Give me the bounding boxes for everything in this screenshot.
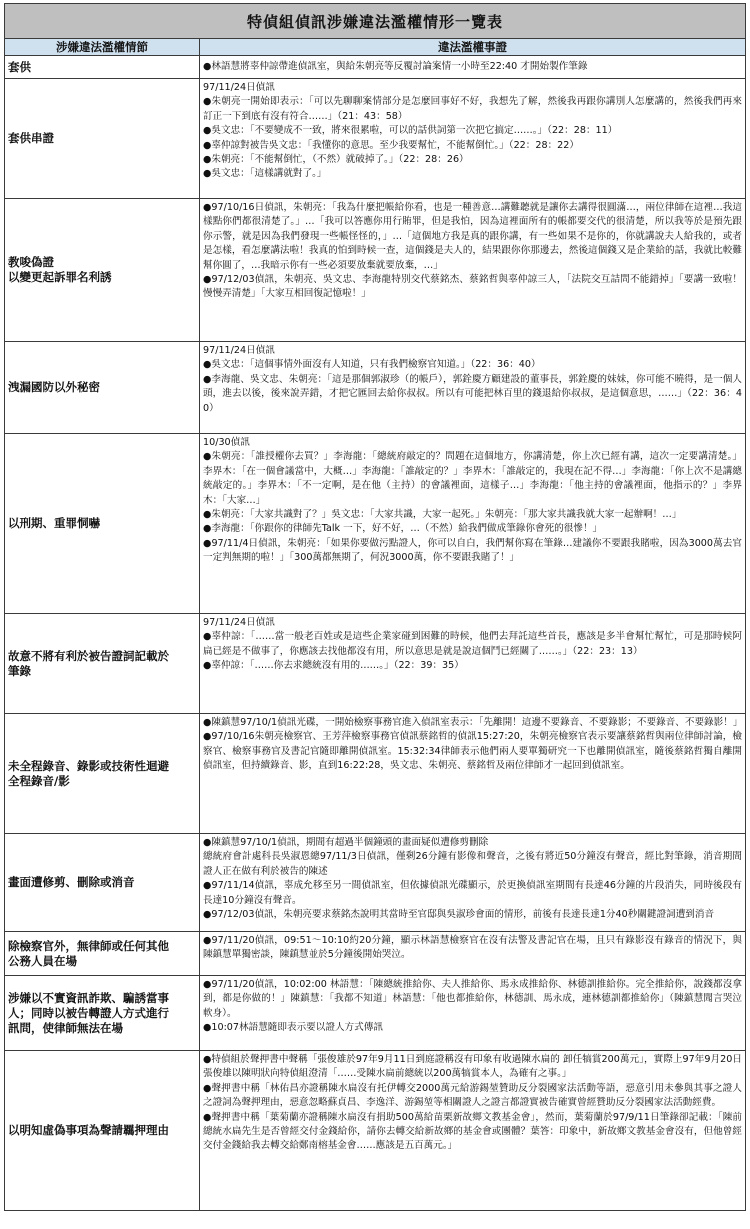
evidence-line: ●10:07林語慧隨即表示要以證人方式傳訊	[203, 1022, 383, 1034]
row-label-line: 洩漏國防以外秘密	[8, 380, 100, 394]
table-row	[5, 932, 746, 976]
evidence-line: ●辜仲諒：「……你去求總統沒有用的……。」（22：39：35）	[203, 660, 464, 672]
evidence-line: ●朱朝亮：「不能幫倒忙，（不然）就破掉了。」（22：28：26）	[203, 154, 469, 166]
row-evidence	[200, 1051, 746, 1211]
table-row	[5, 834, 746, 932]
row-label-line: 公務人員在場	[8, 953, 77, 968]
row-evidence	[200, 79, 746, 199]
row-evidence	[200, 932, 746, 976]
row-label	[5, 834, 200, 932]
table-row	[5, 614, 746, 714]
row-label	[5, 1051, 200, 1211]
evidence-line: ●吳文忠：「這樣講就對了。」	[203, 168, 327, 180]
evidence-line: ●97/11/14偵訊，辜成允移至另一間偵訊室，但依據偵訊光碟顯示，於更換偵訊室期間有長達46分鐘的片段消失，同時後段有長達10分鐘沒有聲音。	[203, 880, 743, 906]
abuse-table	[4, 3, 746, 1211]
row-label-line: 訊問，使律師無法在場	[8, 1020, 123, 1035]
evidence-line: ●陳鎮慧97/10/1偵訊，期間有超過半個鐘頭的畫面疑似遭修剪刪除	[203, 837, 489, 848]
row-label-line: 以刑期、重罪恫嚇	[8, 516, 100, 530]
evidence-line: ●97/11/20偵訊，10:02:00 林語慧：「陳總統推給你、夫人推給你、馬永成推給你、林德訓推給你。完全推給你，說錢都沒拿到，都是你做的！」陳鎮慧：「我都不知道」林語慧：「他也都推給你，林德訓、馬永成，連林德訓都推給你」（陳鎮慧聞言哭泣軟身）。	[203, 979, 743, 1019]
row-evidence	[200, 342, 746, 434]
evidence-line: ●97/10/16日偵訊，朱朝亮：「我為什麼把帳給你看，也是一種善意…講難聽就是讓你去講得很圓滿…，兩位律師在這裡…我這樣點你們都很清楚了。」…「我可以答應你用行賄罪，但是我怕，因為這裡面所有的帳都要交代的很清楚，所以我等於是預先跟你示警，就是因為我們發現一些帳怪怪的，」…「這個地方我是真的跟你講，有一些如果不是你的，你就講說夫人給我的，或者是怎樣，看怎麼講法啦！我真的怕到時候一查，這個錢是夫人的，結果跟你你那邊去，然後這個錢又是企業給的話，我就比較難幫你圓了，…我暗示你有一些必須要放棄就要放棄，…」	[203, 202, 743, 271]
column-header-evidence: 違法濫權事證	[200, 39, 746, 56]
evidence-line: ●吳文忠：「這個事情外面沒有人知道，只有我們檢察官知道。」（22：36：40）	[203, 359, 541, 371]
table-title: 特偵組偵訊涉嫌違法濫權情形一覽表	[5, 4, 746, 39]
evidence-line: ●97/12/03偵訊，朱朝亮、吳文忠、李海龍特別交代蔡銘杰、蔡銘哲與辜仲諒三人，「法院交互詰問不能錯掉」「要講一致啦！慢慢弄清楚」「大家互相回復記憶啦！」	[203, 274, 743, 300]
evidence-line: ●朱朝亮一開始即表示：「可以先聊聊案情部分是怎麼回事好不好，我想先了解，然後我再跟你講別人怎麼講的，然後我們再來訂正一下到底有沒有符合……」（21：43：58）	[203, 96, 743, 122]
row-label-line: 未全程錄音、錄影或技術性迴避	[8, 758, 169, 773]
row-label	[5, 56, 200, 79]
table-row	[5, 434, 746, 614]
row-label-line: 全程錄音/影	[8, 773, 70, 788]
evidence-line: 10/30偵訊	[203, 437, 250, 448]
evidence-line: ●林語慧將辜仲諒帶進偵訊室，與給朱朝亮等反覆討論案情一小時至22:40 才開始製作筆錄	[203, 60, 588, 72]
table-row	[5, 342, 746, 434]
evidence-line: ●97/10/16朱朝亮檢察官、王芳萍檢察事務官偵訊蔡銘哲的偵訊15:27:20，朱朝亮檢察官表示要讓蔡銘哲與兩位律師討論，檢察官、檢察事務官及書記官隨即離開偵訊室。15:32:34律師表示他們兩人要單獨研究一下也離開偵訊室，隨後蔡銘哲獨自離開偵訊室，但持續錄音、影，直到16:22:28，吳文忠、朱朝亮、蔡銘哲及兩位律師才一起回到偵訊室。	[203, 731, 743, 772]
evidence-line: ●97/12/03偵訊，朱朝亮要求蔡銘杰說明其當時至官邸與吳淑珍會面的情形，前後有長達長達1分40秒關鍵證詞遭到消音	[203, 909, 715, 921]
table-row	[5, 79, 746, 199]
evidence-line: ●陳鎮慧97/10/1偵訊光碟，一開始檢察事務官進入偵訊室表示：「先離開！這邊不要錄音、不要錄影；不要錄音、不要錄影！」	[203, 717, 743, 728]
evidence-line: ●辜仲諒對被告吳文忠：「我懂你的意思。至少我要幫忙，不能幫倒忙。」（22：28：22）	[203, 139, 579, 151]
table-row	[5, 56, 746, 79]
evidence-line: ●李海龍、吳文忠、朱朝亮：「這是那個郭淑珍（的帳戶），郭銓慶方顧建設的董事長，郭銓慶的妹妹，你可能不曉得，是一個人頭，進去以後，後來說弄錯，才把它匯回去給你叔叔。所以有可能把林百里的錢退給你叔叔，是這個意思，……」（22：36：40）	[203, 373, 743, 414]
row-label-line: 除檢察官外，無律師或任何其他	[8, 938, 169, 953]
evidence-line: ●97/11/4日偵訊，朱朝亮：「如果你要做污點證人，你可以自白，我們幫你寫在筆錄…建議你不要跟我賭啦，因為3000萬去官一定判無期的啦！」「300萬都無期了，何況3000萬，你不要跟我賭了！」	[203, 537, 743, 564]
evidence-line: ●辜仲諒：「……當一般老百姓或是這些企業家碰到困難的時候，他們去拜託這些首長，應該是多半會幫忙幫忙，可是那時候阿扁已經是不做事了，你應該去找他都沒有用，所以意思是就是說這個鬥已經關了……。」（22：23：13）	[203, 631, 743, 657]
row-label-line: 筆錄	[8, 663, 31, 678]
evidence-line: 97/11/24日偵訊	[203, 82, 275, 93]
evidence-line: ●朱朝亮：「誰授權你去買？」李海龍：「總統府敲定的？問題在這個地方，你講清楚，你上次已經有講，這次一定要講清楚。」李界木：「在一個會議當中，大概…」李海龍：「誰敲定的？」李界木：「誰敲定的，我現在記不得…」李海龍：「你上次不是講總統敲定的。」李界木：「不一定啊，是在他（主持）的會議裡面，這樣子…」李海龍：「他主持的會議裡面，他指示的？」李界木：「大家…」	[203, 451, 743, 506]
row-evidence	[200, 834, 746, 932]
evidence-line: 97/11/24日偵訊	[203, 345, 275, 356]
row-label-line: 故意不將有利於被告證詞記載於	[8, 648, 169, 663]
row-label-line: 套供	[8, 59, 31, 74]
row-evidence	[200, 614, 746, 714]
row-label-line: 畫面遭修剪、刪除或消音	[8, 875, 135, 889]
table-row	[5, 199, 746, 342]
row-label-line: 以變更起訴罪名利誘	[8, 270, 112, 284]
row-label-line: 教唆偽證	[8, 255, 54, 269]
row-label-line: 套供串證	[8, 131, 54, 145]
row-label	[5, 976, 200, 1051]
row-evidence	[200, 434, 746, 614]
row-label-line: 以明知虛偽事項為聲請羈押理由	[8, 1123, 169, 1137]
row-label-line: 人；同時以被告轉證人方式進行	[8, 1005, 169, 1020]
evidence-line: ●聲押書中稱「葉菊蘭亦證稱陳水扁沒有捐助500萬給苗栗新故鄉文教基金會」，然而，葉菊蘭於97/9/11日筆錄卻記載：「陳前總統水扁先生是否曾經交付金錢給你，請你去轉交給新故鄉的基金會或團體？葉答：印象中，新故鄉文教基金會沒有，但他曾經交付金錢給我去轉交給鄭南榕基金會……應該是五百萬元。」	[203, 1111, 743, 1152]
evidence-line: 97/11/24日偵訊	[203, 617, 275, 628]
report-sheet	[4, 3, 745, 1225]
row-evidence	[200, 976, 746, 1051]
row-label	[5, 79, 200, 199]
row-label-line: 涉嫌以不實資訊詐欺、騙誘當事	[8, 990, 169, 1005]
row-evidence	[200, 56, 746, 79]
row-label	[5, 342, 200, 434]
evidence-line: ●李海龍：「你跟你的律師先Talk 一下，好不好，…（不然）給我們做成筆錄你會死的很慘！」	[203, 523, 603, 535]
row-label	[5, 714, 200, 834]
column-header-circumstance: 涉嫌違法濫權情節	[5, 39, 200, 56]
row-label	[5, 932, 200, 976]
evidence-line: ●特偵組於聲押書中聲稱「張俊雄於97年9月11日到庭證稱沒有印象有收過陳水扁的 卸任犒賞200萬元」，實際上97年9月20日張俊雄以陳明狀向特偵組澄清「……受陳水扁前總統以200萬犒賞本人，為確有之事。」	[203, 1054, 743, 1080]
table-row	[5, 1051, 746, 1211]
table-row	[5, 976, 746, 1051]
evidence-line: 總統府會計處科長吳淑恩總97/11/3日偵訊，僅剩26分鐘有影像和聲音，之後有將近50分鐘沒有聲音，經比對筆錄，消音期間證人正在做有利於被告的陳述	[203, 851, 743, 877]
row-label	[5, 434, 200, 614]
row-evidence	[200, 714, 746, 834]
row-label	[5, 199, 200, 342]
table-row	[5, 714, 746, 834]
evidence-line: ●97/11/20偵訊，09:51～10:10約20分鐘，顯示林語慧檢察官在沒有法警及書記官在場，且只有錄影沒有錄音的情況下，與陳鎮慧單獨密談，陳鎮慧並於5分鐘後開始哭泣。	[203, 935, 743, 961]
evidence-line: ●朱朝亮：「大家共識對了？」吳文忠：「大家共識，大家一起死。」朱朝亮：「那大家共識我就大家一起辦啊！…」	[203, 509, 682, 521]
evidence-line: ●吳文忠：「不要變成不一致，將來很累啦，可以的話供詞第一次把它搞定……。」（22：28：11）	[203, 125, 618, 137]
evidence-line: ●聲押書中稱「林佑昌亦證稱陳水扁沒有托伊轉交2000萬元給游錫堃贊助反分裂國家法活動等語，惡意引用未參與其事之證人之證詞為聲押理由，惡意忽略蘇貞昌、李逸洋、游錫堃等相關證人之證言都證實被告確實曾經贊助反分裂國家法活動經費。	[203, 1082, 743, 1109]
row-evidence	[200, 199, 746, 342]
row-label	[5, 614, 200, 714]
